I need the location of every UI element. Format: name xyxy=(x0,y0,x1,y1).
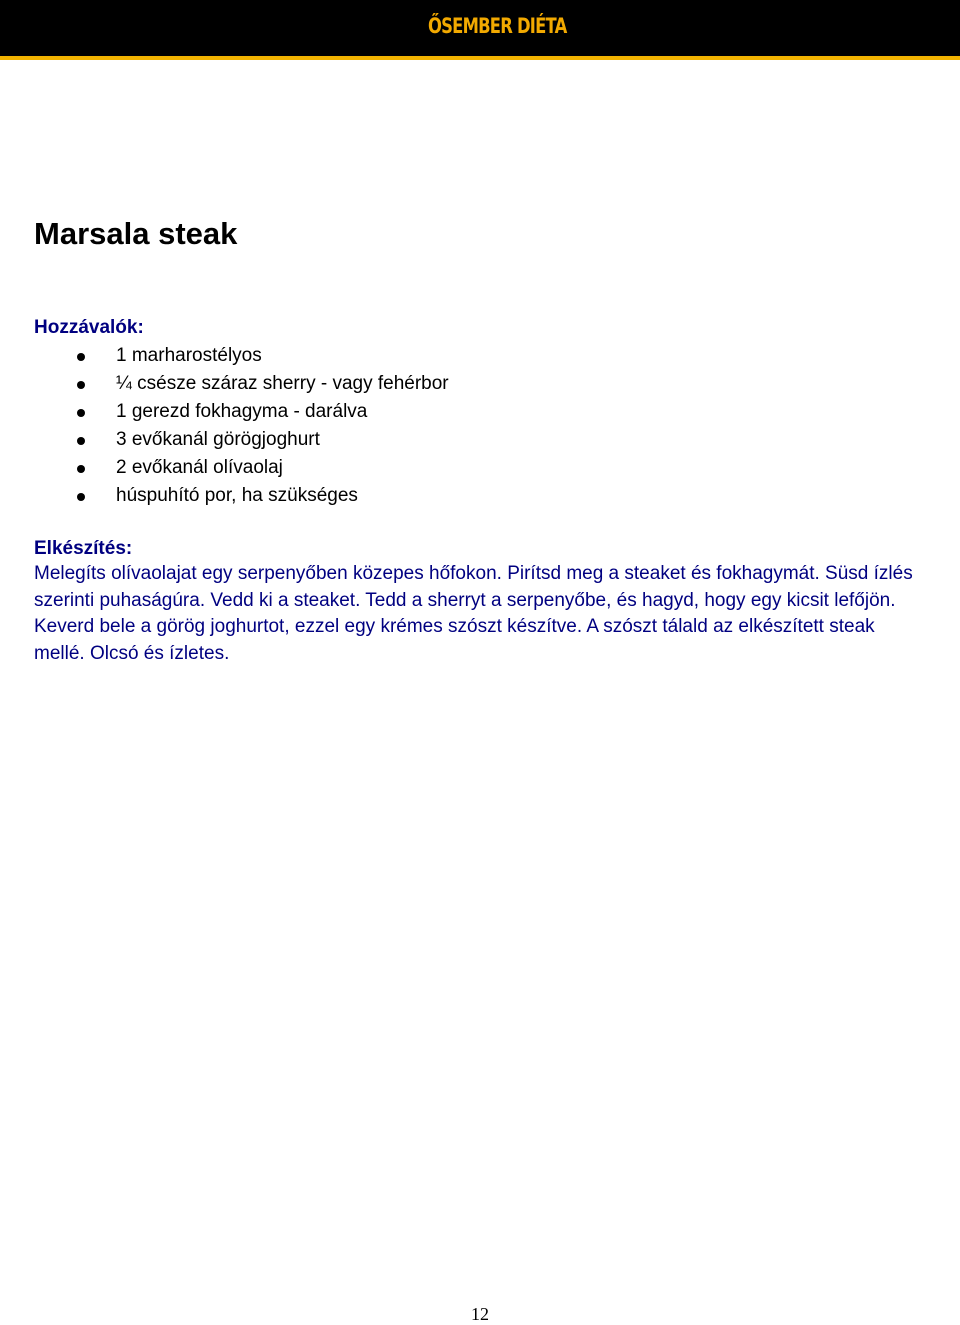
list-item xyxy=(34,454,914,482)
bullet-icon xyxy=(77,409,85,417)
bullet-icon xyxy=(77,381,85,389)
ingredient-text: ¼ csésze száraz sherry - vagy fehérbor xyxy=(116,373,449,394)
bullet-icon xyxy=(77,493,85,501)
ingredient-text: 1 marharostélyos xyxy=(116,345,262,366)
ingredient-text: 1 gerezd fokhagyma - darálva xyxy=(116,401,368,422)
bullet-icon xyxy=(77,465,85,473)
method-paragraph: Melegíts olívaolajat egy serpenyőben közepes hőfokon. Pirítsd meg a steaket és fokhagymát. Süsd ízlés szerinti puhaságúra. Vedd ki a steaket. Tedd a sherryt a serpenyőbe, és hagyd, hogy egy kicsit lefőjön. Keverd bele a görög joghurtot, ezzel egy krémes szószt készítve. A szószt tálald az elkészített steak mellé. Olcsó és ízletes. xyxy=(34,563,913,664)
list-item xyxy=(34,426,914,454)
method-heading: Elkészítés: xyxy=(34,538,133,559)
ingredient-text: 2 evőkanál olívaolaj xyxy=(116,457,283,478)
header-bar xyxy=(0,0,960,60)
ingredients-heading: Hozzávalók: xyxy=(34,317,144,338)
recipe-title: Marsala steak xyxy=(34,216,238,251)
list-item xyxy=(34,370,914,398)
ingredient-list xyxy=(34,342,914,510)
list-item xyxy=(34,482,914,510)
brand-logo: ŐSEMBER DIÉTA xyxy=(428,14,567,38)
list-item xyxy=(34,342,914,370)
bullet-icon xyxy=(77,437,85,445)
page-number: 12 xyxy=(471,1304,489,1324)
ingredient-text: húspuhító por, ha szükséges xyxy=(116,485,358,506)
bullet-icon xyxy=(77,353,85,361)
ingredient-text: 3 evőkanál görögjoghurt xyxy=(116,429,320,450)
list-item xyxy=(34,398,914,426)
